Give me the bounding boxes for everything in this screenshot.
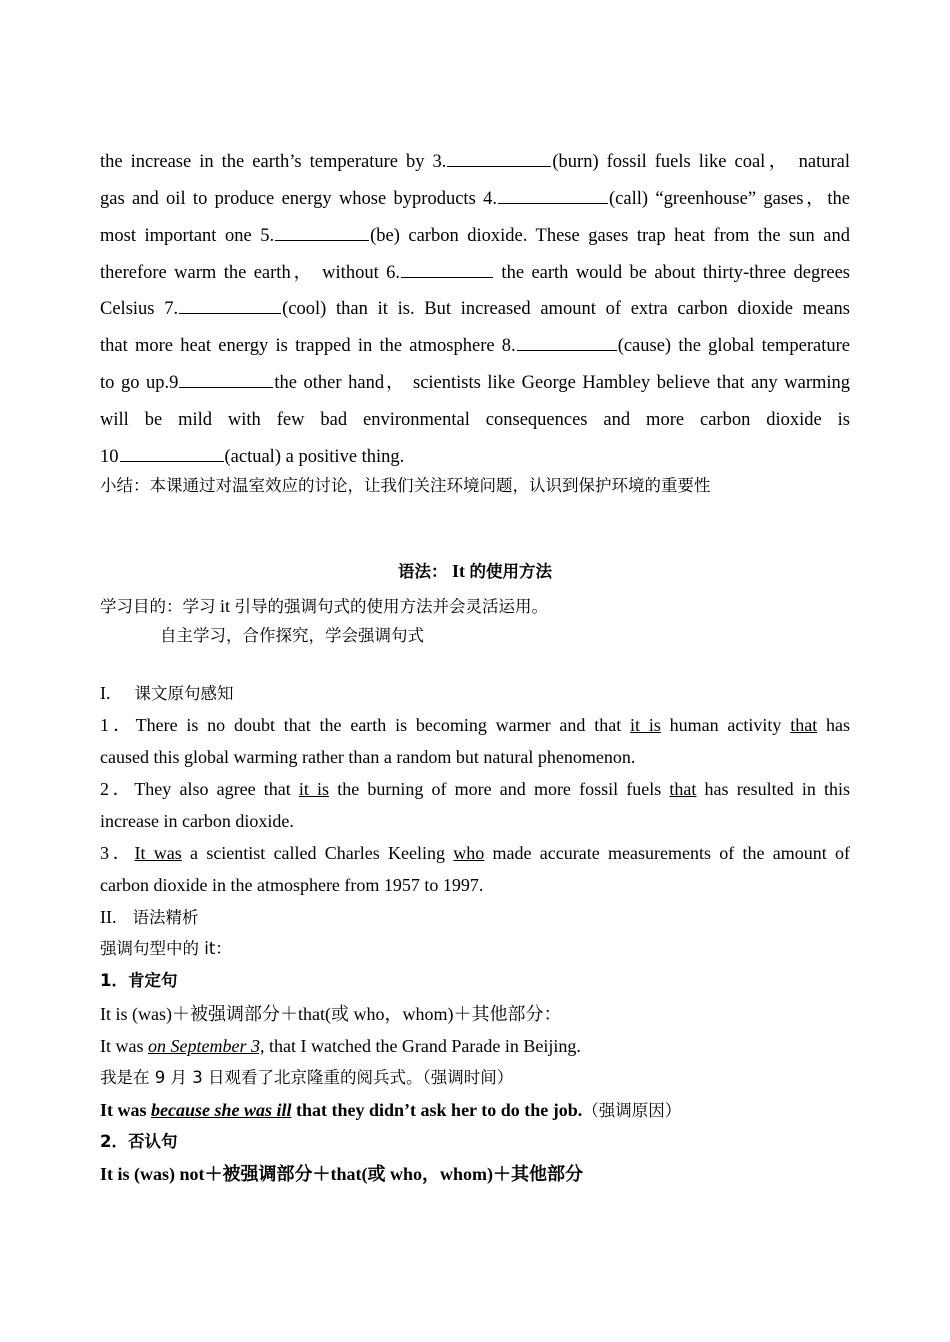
text: the burning of more and more fossil fuels [329, 779, 670, 799]
negative-rule: It is (was) not＋被强调部分＋that(或 who，whom)＋其他部分 [100, 1164, 584, 1184]
underlined-it-is: it is [630, 715, 661, 735]
section-number: II. [100, 907, 117, 927]
section-2-heading [100, 904, 850, 931]
text: the increase in the earth’s temperature by 3. [100, 152, 447, 172]
sentence-1-line-2: caused this global warming rather than a random but natural phenomenon. [100, 747, 636, 767]
exercise-line-2 [100, 181, 850, 218]
text: a scientist called Charles Keeling [181, 843, 454, 863]
emphasized-part: on September 3, [148, 1036, 265, 1056]
positive-rule: It is (was)＋被强调部分＋that(或 who，whom)＋其他部分： [100, 1004, 562, 1024]
text: has [817, 715, 850, 735]
exercise-line-9 [100, 439, 850, 476]
text: made accurate measurements of the amount of [484, 843, 850, 863]
underlined-that: that [790, 715, 818, 735]
text: the earth would be about thirty-three degrees [494, 263, 851, 283]
text: the other hand， scientists like George Hambley believe that any warming [274, 373, 851, 393]
sentence-2-line-2: increase in carbon dioxide. [100, 811, 294, 831]
text: 10 [100, 447, 119, 467]
section-number: I. [100, 683, 111, 703]
title-suffix: 的使用方法 [469, 562, 552, 581]
underlined-it-was: It was [134, 843, 182, 863]
exercise-line-7 [100, 365, 850, 402]
answer-blank-9[interactable] [179, 365, 273, 388]
goal-it: it [215, 596, 235, 616]
positive-heading: 1．肯定句 [100, 971, 178, 990]
section-1-heading [100, 680, 850, 707]
answer-blank-4[interactable] [498, 181, 608, 204]
text: 1．There is no doubt that the earth is becoming warmer and that [100, 715, 631, 735]
text: It was [100, 1100, 152, 1120]
text: that they didn’t ask her to do the job. [291, 1100, 583, 1120]
exercise-line-1 [100, 144, 850, 181]
underlined-it-is: it is [298, 779, 330, 799]
text: most important one 5. [100, 226, 275, 246]
text: (call) “greenhouse” gases，the [609, 189, 850, 209]
text: (burn) fossil fuels like coal， natural [552, 152, 850, 172]
underlined-who: who [453, 843, 485, 863]
text: to go up.9 [100, 373, 179, 393]
text: Celsius 7. [100, 299, 179, 319]
section-title: 课文原句感知 [134, 684, 234, 703]
example-1-translation: 我是在 9 月 3 日观看了北京隆重的阅兵式。（强调时间） [100, 1068, 514, 1087]
title-prefix: 语法： [398, 562, 448, 581]
answer-blank-3[interactable] [447, 144, 551, 167]
text: therefore warm the earth， without 6. [100, 263, 401, 283]
goal-rest: 引导的强调句式的使用方法并会灵活运用。 [234, 597, 549, 616]
exercise-line-8 [100, 402, 850, 439]
section-title: 语法精析 [132, 908, 199, 927]
emphasized-part: because she was ill [151, 1100, 292, 1120]
text: gas and oil to produce energy whose byproducts 4. [100, 189, 497, 209]
answer-blank-7[interactable] [179, 291, 281, 314]
intro-line: 强调句型中的 it： [100, 939, 232, 958]
text: human activity [660, 715, 791, 735]
example-1 [100, 1033, 850, 1059]
text: that I watched the Grand Parade in Beijing. [264, 1036, 581, 1056]
exercise-line-6 [100, 328, 850, 365]
text: It was [100, 1036, 148, 1056]
answer-blank-10[interactable] [120, 439, 224, 462]
answer-blank-6[interactable] [401, 255, 493, 278]
example-2-note: （强调原因） [582, 1101, 682, 1120]
exercise-line-4 [100, 255, 850, 292]
title-it: It [447, 561, 470, 581]
summary: 小结：本课通过对温室效应的讨论，让我们关注环境问题，认识到保护环境的重要性 [100, 476, 711, 495]
exercise-line-5 [100, 291, 850, 328]
text: 3． [100, 843, 135, 863]
text: (cause) the global temperature [617, 336, 850, 356]
negative-heading: 2．否认句 [100, 1132, 178, 1151]
answer-blank-5[interactable] [275, 218, 369, 241]
goal-label: 学习目的：学习 [100, 597, 216, 616]
exercise-line-3 [100, 218, 850, 255]
text: has resulted in this [696, 779, 850, 799]
answer-blank-8[interactable] [517, 328, 617, 351]
sentence-1-line-1 [100, 712, 850, 738]
grammar-title [100, 558, 850, 585]
example-2 [100, 1097, 850, 1124]
text: (cool) than it is. But increased amount of extra carbon dioxide means [282, 299, 850, 319]
text: will be mild with few bad environmental consequences and more carbon dioxide is [100, 410, 850, 430]
text: 2．They also agree that [100, 779, 299, 799]
sentence-3-line-1 [100, 840, 850, 866]
sentence-3-line-2: carbon dioxide in the atmosphere from 1957 to 1997. [100, 875, 484, 895]
text: (actual) a positive thing. [224, 447, 405, 467]
learning-method: 自主学习，合作探究，学会强调句式 [160, 626, 424, 645]
sentence-2-line-1 [100, 776, 850, 802]
text: (be) carbon dioxide. These gases trap heat from the sun and [370, 226, 850, 246]
learning-goal [100, 593, 850, 620]
text: that more heat energy is trapped in the atmosphere 8. [100, 336, 516, 356]
underlined-that: that [669, 779, 697, 799]
